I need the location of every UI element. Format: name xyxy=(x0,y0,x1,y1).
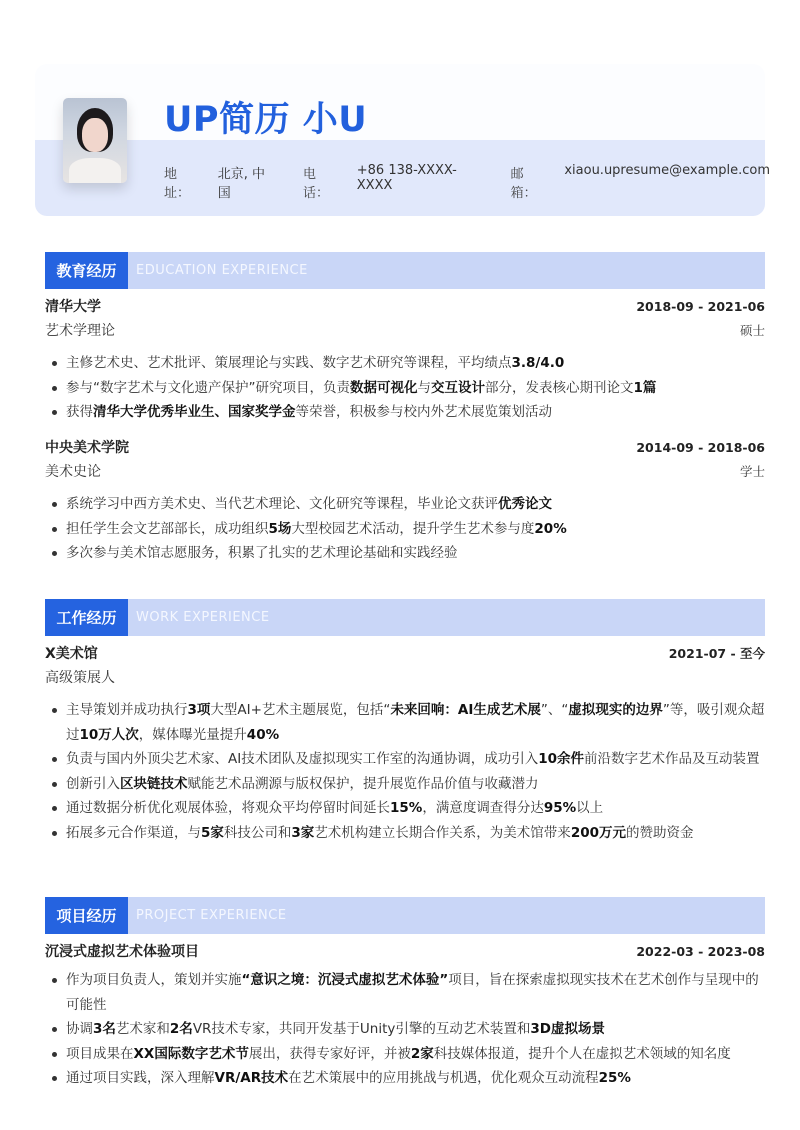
highlight-text: 未来回响：AI生成艺术展 xyxy=(390,702,541,718)
bullet-item xyxy=(45,400,765,425)
highlight-text: 20% xyxy=(534,520,567,537)
section-subtitle: WORK EXPERIENCE xyxy=(136,610,270,625)
highlight-text: 15% xyxy=(390,800,423,816)
highlight-text: 200万元 xyxy=(570,824,626,841)
highlight-text: VR/AR技术 xyxy=(214,1070,289,1086)
highlight-text: 2家 xyxy=(410,1045,434,1062)
highlight-text: 优秀论文 xyxy=(498,496,552,512)
phone-value: +86 138-XXXX-XXXX xyxy=(356,163,457,193)
bullet-text: 艺术机构建立长期合作关系，为美术馆带来 xyxy=(314,824,571,841)
highlight-text: 10余件 xyxy=(538,751,585,767)
entry-subheader xyxy=(45,666,765,690)
highlight-text: 1篇 xyxy=(633,379,657,396)
section-subtitle: PROJECT EXPERIENCE xyxy=(136,908,287,923)
date-range: 2022-03 - 2023-08 xyxy=(636,944,765,959)
bullet-text: 项目成果在 xyxy=(66,1045,134,1062)
role-or-major: 高级策展人 xyxy=(45,670,115,686)
entry xyxy=(45,295,765,425)
bullet-item xyxy=(45,772,765,797)
bullet-text: 的赞助资金 xyxy=(626,824,694,841)
organization-name: X美术馆 xyxy=(45,646,98,662)
bullet-list xyxy=(45,968,765,1091)
bullet-text: 担任学生会文艺部部长，成功组织 xyxy=(66,520,269,537)
bullet-item xyxy=(45,351,765,376)
entry-header xyxy=(45,436,765,460)
bullet-text: ，媒体曝光量提升 xyxy=(138,726,247,743)
entry-subheader xyxy=(45,460,765,484)
bullet-item xyxy=(45,968,765,1017)
section-title: 教育经历 xyxy=(45,252,128,289)
section-header xyxy=(45,599,765,636)
bullet-text: 协调 xyxy=(66,1021,93,1037)
highlight-text: 3项 xyxy=(187,702,211,718)
bullet-text: 主导策划并成功执行 xyxy=(66,702,188,718)
bullet-text: 通过数据分析优化观展体验，将观众平均停留时间延长 xyxy=(66,800,390,816)
highlight-text: XX国际数字艺术节 xyxy=(133,1045,249,1062)
bullet-text: 获得 xyxy=(66,404,93,420)
bullet-text: 与 xyxy=(417,379,431,396)
bullet-text: 前沿数字艺术作品及互动装置 xyxy=(584,751,760,767)
date-range: 2014-09 - 2018-06 xyxy=(636,440,765,455)
highlight-text: 区块链技术 xyxy=(120,775,188,792)
bullet-text: 负责与国内外顶尖艺术家、AI技术团队及虚拟现实工作室的沟通协调，成功引入 xyxy=(66,751,539,767)
bullet-item xyxy=(45,517,765,542)
section-header xyxy=(45,252,765,289)
bullet-item xyxy=(45,796,765,821)
bullet-text: 在艺术策展中的应用挑战与机遇，优化观众互动流程 xyxy=(288,1070,599,1086)
bullet-text: 大型AI+艺术主题展览，包括“ xyxy=(210,702,391,718)
bullet-item xyxy=(45,1042,765,1067)
address-value: 北京, 中国 xyxy=(217,167,266,201)
highlight-text: 清华大学优秀毕业生、国家奖学金 xyxy=(93,404,296,420)
bullet-text: 系统学习中西方美术史、当代艺术理论、文化研究等课程，毕业论文获评 xyxy=(66,496,498,512)
bullet-item xyxy=(45,821,765,846)
highlight-text: 2名 xyxy=(169,1021,193,1037)
highlight-text: 3D虚拟场景 xyxy=(530,1021,606,1037)
highlight-text: 5家 xyxy=(201,824,224,841)
highlight-text: 95% xyxy=(543,800,577,816)
date-range: 2021-07 - 至今 xyxy=(668,646,765,661)
bullet-text: ”、“ xyxy=(540,702,569,718)
role-or-major: 美术史论 xyxy=(45,464,101,480)
highlight-text: 数据可视化 xyxy=(350,379,418,396)
bullet-text: 项目，旨在探索虚拟现实技术在艺术创作与呈现中的可能性 xyxy=(66,972,759,1013)
entry-subheader xyxy=(45,319,765,343)
bullet-text: 科技媒体报道，提升个人在虚拟艺术领域的知名度 xyxy=(433,1045,731,1062)
highlight-text: 40% xyxy=(246,726,280,743)
highlight-text: “意识之境：沉浸式虚拟艺术体验” xyxy=(241,972,449,988)
date-range: 2018-09 - 2021-06 xyxy=(636,299,765,314)
bullet-item xyxy=(45,376,765,401)
bullet-text: 参与“数字艺术与文化遗产保护”研究项目，负责 xyxy=(66,379,350,396)
bullet-text: ”等，吸引观众超过 xyxy=(66,702,765,743)
bullet-text: 多次参与美术馆志愿服务，积累了扎实的艺术理论基础和实践经验 xyxy=(66,545,458,561)
highlight-text: 10万人次 xyxy=(79,726,139,743)
address-label: 地址： xyxy=(164,167,191,201)
bullet-text: 主修艺术史、艺术批评、策展理论与实践、数字艺术研究等课程，平均绩点 xyxy=(66,355,512,371)
bullet-text: 以上 xyxy=(576,800,604,816)
section-header xyxy=(45,897,765,934)
organization-name: 沉浸式虚拟艺术体验项目 xyxy=(45,944,199,960)
bullet-item xyxy=(45,1017,765,1042)
candidate-name: UP简历 小U xyxy=(164,100,368,140)
bullet-list xyxy=(45,698,765,845)
section-title: 工作经历 xyxy=(45,599,128,636)
highlight-text: 5场 xyxy=(268,520,292,537)
highlight-text: 3名 xyxy=(93,1021,116,1037)
entry xyxy=(45,436,765,566)
section-title: 项目经历 xyxy=(45,897,128,934)
bullet-text: 创新引入 xyxy=(66,775,120,792)
bullet-item xyxy=(45,747,765,772)
highlight-text: 虚拟现实的边界 xyxy=(568,702,663,718)
highlight-text: 3家 xyxy=(291,824,315,841)
role-or-major: 艺术学理论 xyxy=(45,323,115,339)
highlight-text: 交互设计 xyxy=(431,379,485,396)
bullet-text: VR技术专家，共同开发基于Unity引擎的互动艺术装置和 xyxy=(192,1021,531,1037)
bullet-item xyxy=(45,492,765,517)
bullet-item xyxy=(45,541,765,566)
section-subtitle: EDUCATION EXPERIENCE xyxy=(136,263,308,278)
bullet-item xyxy=(45,1066,765,1091)
phone-label: 电话： xyxy=(303,167,330,201)
bullet-text: 作为项目负责人，策划并实施 xyxy=(66,972,242,988)
organization-name: 清华大学 xyxy=(45,299,101,315)
degree: 学士 xyxy=(739,464,765,479)
bullet-text: 赋能艺术品溯源与版权保护，提升展览作品价值与收藏潜力 xyxy=(187,775,539,792)
entry-header xyxy=(45,642,765,666)
email-value: xiaou.upresume@example.com xyxy=(564,163,771,178)
bullet-text: 艺术家和 xyxy=(115,1021,170,1037)
bullet-text: 展出，获得专家好评，并被 xyxy=(248,1045,411,1062)
entry xyxy=(45,642,765,845)
contact-info xyxy=(164,163,800,201)
bullet-text: 大型校园艺术活动，提升学生艺术参与度 xyxy=(291,520,535,537)
bullet-text: ，满意度调查得分达 xyxy=(422,800,544,816)
entry-header xyxy=(45,940,765,964)
highlight-text: 3.8/4.0 xyxy=(511,355,565,371)
bullet-item xyxy=(45,698,765,747)
bullet-text: 部分，发表核心期刊论文 xyxy=(485,379,634,396)
bullet-text: 等荣誉，积极参与校内外艺术展览策划活动 xyxy=(295,404,552,420)
bullet-list xyxy=(45,492,765,566)
entry-header xyxy=(45,295,765,319)
profile-photo xyxy=(63,98,127,183)
bullet-list xyxy=(45,351,765,425)
degree: 硕士 xyxy=(739,323,765,338)
email-label: 邮箱： xyxy=(510,167,537,201)
bullet-text: 通过项目实践，深入理解 xyxy=(66,1070,215,1086)
bullet-text: 科技公司和 xyxy=(223,824,292,841)
bullet-text: 拓展多元合作渠道，与 xyxy=(66,824,201,841)
highlight-text: 25% xyxy=(598,1070,631,1086)
entry xyxy=(45,940,765,1091)
organization-name: 中央美术学院 xyxy=(45,440,129,456)
